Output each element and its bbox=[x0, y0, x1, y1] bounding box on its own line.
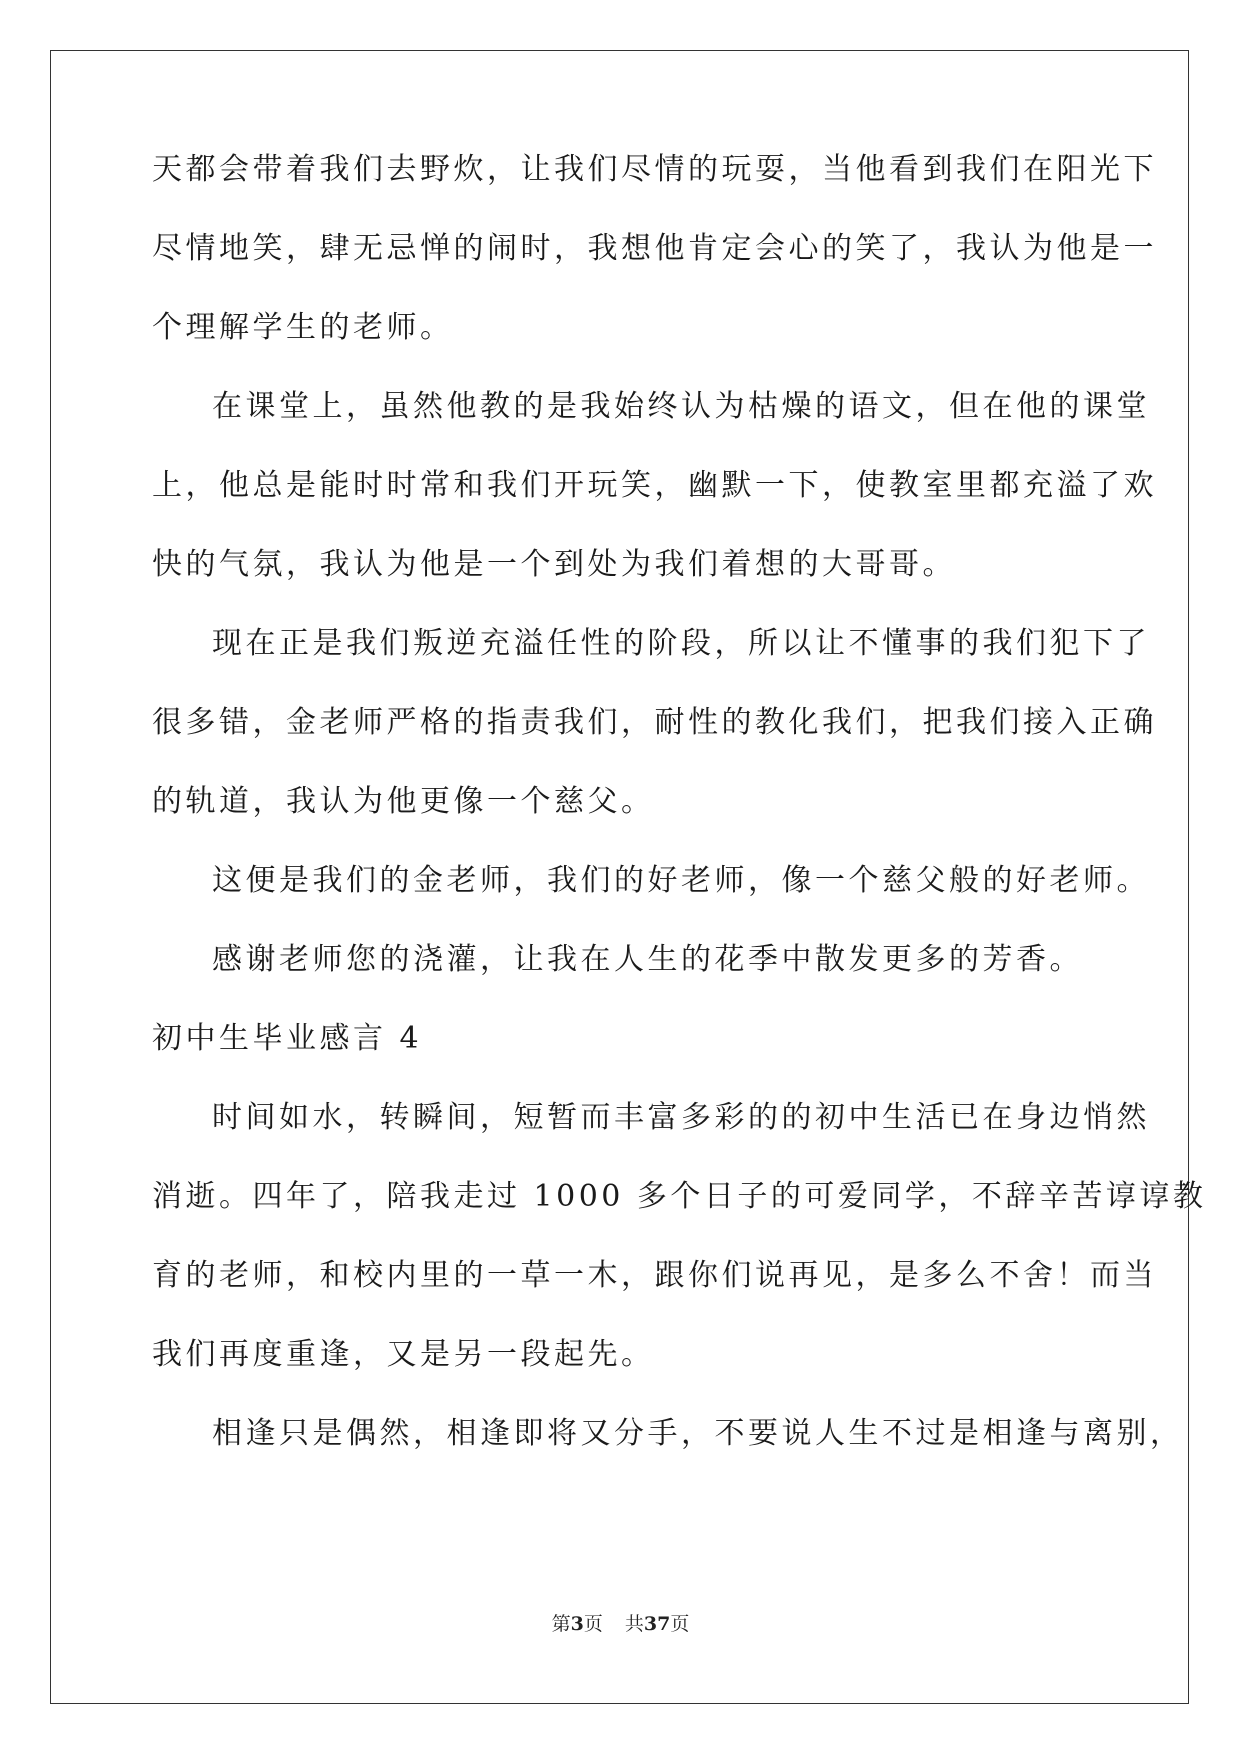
paragraph-start: 现在正是我们叛逆充溢任性的阶段，所以让不懂事的我们犯下了 bbox=[212, 626, 1150, 661]
paragraph-start: 相逢只是偶然，相逢即将又分手，不要说人生不过是相逢与离别， bbox=[212, 1416, 1184, 1451]
text-line: 我们再度重逢，又是另一段起先。 bbox=[152, 1337, 655, 1372]
total-suffix: 页 bbox=[670, 1613, 690, 1635]
paragraph-start: 感谢老师您的浇灌，让我在人生的花季中散发更多的芳香。 bbox=[212, 942, 1083, 977]
page-number: 3 bbox=[570, 1613, 584, 1635]
text-line: 消逝。四年了，陪我走过 1000 多个日子的可爱同学，不辞辛苦谆谆教 bbox=[152, 1179, 1207, 1214]
page-prefix: 第 bbox=[551, 1613, 571, 1635]
text-line: 快的气氛，我认为他是一个到处为我们着想的大哥哥。 bbox=[152, 547, 956, 582]
text-line: 个理解学生的老师。 bbox=[152, 310, 454, 345]
text-line: 天都会带着我们去野炊，让我们尽情的玩耍，当他看到我们在阳光下 bbox=[152, 152, 1157, 187]
text-line: 上，他总是能时时常和我们开玩笑，幽默一下，使教室里都充溢了欢 bbox=[152, 468, 1157, 503]
text-line: 尽情地笑，肆无忌惮的闹时，我想他肯定会心的笑了，我认为他是一 bbox=[152, 231, 1157, 266]
total-pages: 37 bbox=[643, 1613, 671, 1635]
page-footer bbox=[0, 1612, 1241, 1636]
text-line: 育的老师，和校内里的一草一木，跟你们说再见，是多么不舍！而当 bbox=[152, 1258, 1157, 1293]
page-suffix: 页 bbox=[583, 1613, 603, 1635]
total-prefix: 共 bbox=[624, 1613, 644, 1635]
paragraph-start: 时间如水，转瞬间，短暂而丰富多彩的的初中生活已在身边悄然 bbox=[212, 1100, 1150, 1135]
text-line: 很多错，金老师严格的指责我们，耐性的教化我们，把我们接入正确 bbox=[152, 705, 1157, 740]
paragraph-start: 在课堂上，虽然他教的是我始终认为枯燥的语文，但在他的课堂 bbox=[212, 389, 1150, 424]
section-heading: 初中生毕业感言 4 bbox=[152, 1021, 423, 1056]
text-line: 的轨道，我认为他更像一个慈父。 bbox=[152, 784, 655, 819]
paragraph-start: 这便是我们的金老师，我们的好老师，像一个慈父般的好老师。 bbox=[212, 863, 1150, 898]
